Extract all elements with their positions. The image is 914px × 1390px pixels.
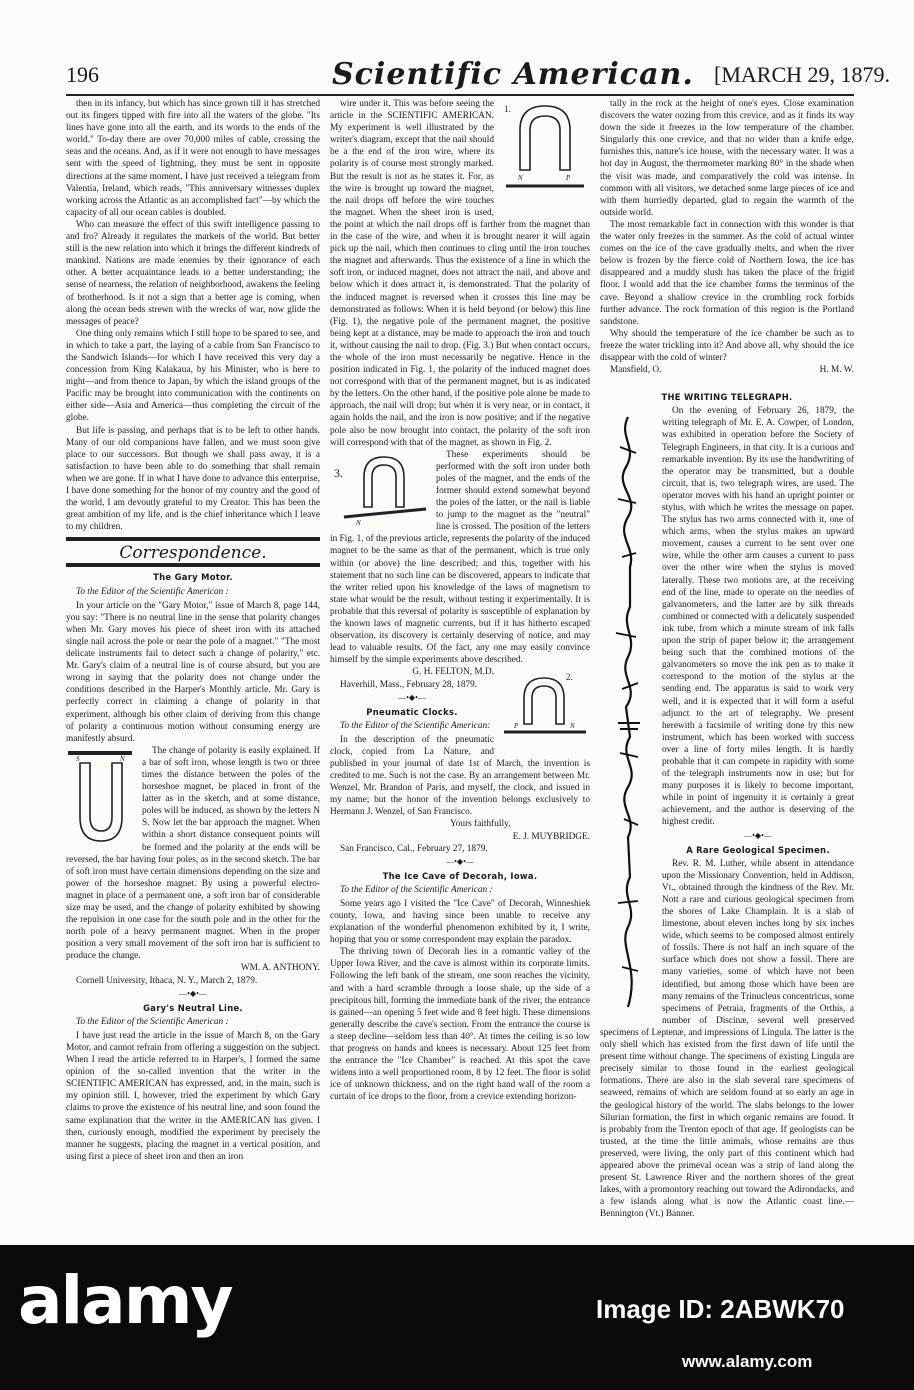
figure-3-magnet — [330, 451, 430, 531]
article-heading: The Ice Cave of Decorah, Iowa. — [382, 870, 538, 881]
article-heading: THE WRITING TELEGRAPH. — [661, 392, 793, 403]
fig-1-label: 1. — [504, 104, 511, 114]
closing-line: Yours faithfully, — [450, 819, 511, 830]
divider-ornament: —•◆•— — [179, 988, 207, 998]
paragraph: Who can measure the effect of this swift intelligence passing to and fro? Already it regulates the markets of the world. But better still is the new relation into which it brings the different kindreds of mankind. Nations are made enemies by their ignorance of each other. A better acquaintance leads to a better understanding; the sense of nearness, the relation of neighborhood, awakens the feeling of brotherhood. Is it not a sign that a better age is coming, when along the ocean beds strewn with the wrecks of war, now glide the messages of peace? — [66, 219, 320, 327]
paragraph: Rev. R. M. Luther, while absent in attendance upon the Missionary Convention, held in Addison, Vt., obtained through the kindness of the Rev. Mr. Nott a rare and curious geological specimen from the shores of Lake Champlain. It is a slab of limestone, about eleven inches long by six inches wide, which seems to be composed almost entirely of fossils. There is not half an inch square of the surface which does not show a fossil. There are many varieties, some of which have not been identified, but among those which have been are many remains of the Trinucleus concentricus, some specimens of Petraia, fragments of the Orthis, a number of Discinæ, several well preserved specimens of Leptenæ, and impressions of Lingula. The latter is the only shell which has existed from the first dawn of life until the present time without change. The specimens of existing Lingula are precisely similar to those found in the earliest geological formations. There are also in the slab several rare specimens of seaweed, remains of which are seldom found at so early an age in the geological history of the world. The slabs belongs to the lower Silurian formation, the first in which organic remains are found. It is probably from the Trenton epoch of that age. If geologists can be trusted, at the time the little animals, whose remains are thus preserved, were living, the only part of this continent which had appeared above the primeval ocean was a strip of land along the present St. Lawrence River and the northern shores of the great lakes, with a promontory reaching out toward the Adirondacks, and a few islands along what is now the Atlantic coast line.—Bennington (Vt.) Banner. — [600, 858, 854, 1220]
editor-line: To the Editor of the Scientific American : — [76, 586, 229, 597]
svg-text:N: N — [570, 722, 575, 731]
divider-ornament: —•◆•— — [446, 856, 474, 866]
paragraph: These experiments should be performed with the soft iron under both poles of the magnet, and the ends of the former should extend somewhat beyond the poles of the latter, or the nail is liable to jump to the magnet as the "neutral" line is crossed. The position of the letters in Fig. 1, of the previous article, represents the polarity of the induced magnet to be the same as that of the permanent, which is true only within (or above) the line described; and this, together with his statement that no such line can be discovered, appears to indicate that the writer relied upon his knowledge of the laws of magnetism to state what would be the result, without testing it experimentally. It is probable that this reversal of polarity is susceptible of explanation by the known laws of magnetic currents, but if it has hitherto escaped observation, its discovery is certainly deserving of notice, and may lead to valuable results. Of the fact, any one may easily convince himself by the simple experiments above described. — [330, 449, 590, 666]
article-heading: Pneumatic Clocks. — [366, 706, 458, 717]
column-2 — [330, 98, 590, 1104]
paragraph: The most remarkable fact in connection with this wonder is that the water only freezes in the summer. As the cold of actual winter comes on the ice of the cave gradually melts, and when the river below is frozen by the fierce cold of Northern Iowa, the ice has disappeared and a muddy slush has taken the place of the frigid floor. I would add that the ice chamber forms the terminus of the cave. Beyond a shallow crevice in the crumbling rock forbids further advance. The rock formation of this region is the Portland sandstone. — [600, 219, 854, 327]
paragraph: The thriving town of Decorah lies in a romantic valley of the Upper Iowa River, and the cave is almost within its corporate limits. Following the left bank of the stream, one soon reaches the vicinity, and with a hard scramble through a loose shale, up the side of a precipitous hill, forming the immediate bank of the river, the entrance is gained—an opening 5 feet wide and 8 feet high. These dimensions generally describe the cave's section. From the entrance the course is a steep decline—seldom less than 40°. At times the ceiling is so low that progress on hands and knees is necessary. About 125 feet from the entrance the "Ice Chamber" is reached. At this spot the cave widens into a well proportioned room, 8 by 12 feet. The floor is solid ice of unknown thickness, and on the right hand wall of the room a curtain of ice drops to the floor, from a crevice extending horizon- — [330, 947, 590, 1103]
paragraph: then in its infancy, but which has since grown till it has stretched out its fingers tipped with fire into all the waters of the globe. "Its lines have gone into all the earth, and its words to the ends of the world." To-day there are over 70,000 miles of cable, crossing the seas and the oceans. And, as if it were not enough to have messages sent with the speed of lightning, they must be sent in opposite directions at the same moment. I have just received a telegram from Valentia, Ireland, which reads, "This anniversary witnesses duplex working across the Atlantic as an accomplished fact"—by which the capacity of all our ocean cables is doubled. — [66, 99, 320, 218]
editor-line: To the Editor of the Scientific American : — [340, 884, 493, 895]
svg-text:P: P — [566, 174, 571, 182]
handwriting-facsimile-image — [600, 407, 656, 1017]
masthead: Scientific American. — [332, 57, 694, 92]
signature: E. J. MUYBRIDGE. — [512, 831, 590, 842]
article-heading: Gary's Neutral Line. — [143, 1002, 243, 1013]
signature: H. M. W. — [819, 365, 854, 376]
header-rule — [66, 94, 854, 96]
paragraph: In the description of the pneumatic clock, copied from La Nature, and published in your journal of date 1st of March, the invention is credited to me. Such is not the case. By an arrangement between Mr. Wenzel, Mr. Brandon of Paris, and myself, the clock, and issued in my name; but the honor of the invention belongs exclusively to Hermann J. Wenzel, of San Francisco. — [330, 734, 590, 818]
page-number: 196 — [66, 62, 99, 87]
column-1 — [66, 98, 320, 1163]
section-rule — [66, 563, 320, 567]
svg-text:N: N — [120, 754, 125, 763]
signature: WM. A. ANTHONY. — [240, 963, 320, 974]
divider-ornament: —•◆•— — [744, 830, 772, 840]
alamy-logo: alamy — [18, 1262, 232, 1339]
place: Mansfield, O. — [610, 365, 662, 376]
figure-2-magnet — [500, 668, 590, 748]
svg-text:S: S — [76, 754, 80, 763]
svg-text:N: N — [356, 518, 361, 527]
editor-line: To the Editor of the Scientific American: — [340, 720, 491, 731]
signature: G. H. FELTON, M.D. — [412, 667, 494, 678]
divider-ornament: —•◆•— — [398, 692, 426, 702]
paragraph: But life is passing, and perhaps that is to be left to other hands. Many of our old companions have fallen, and we must soon give place to our successors. But though we shall pass away, it is a satisfaction to have been able to do something that shall remain when we are gone. If in what I have done to advance this enterprise, I have done something for the honor of my country and the good of the world, I am devoutly grateful to my Creator. This has been the great ambition of my life, and is the chief inheritance which I leave to my children. — [66, 425, 320, 533]
svg-text:P: P — [514, 722, 519, 731]
editor-line: To the Editor of the Scientific American : — [76, 1016, 229, 1027]
article-heading: A Rare Geological Specimen. — [686, 844, 830, 855]
article-heading: The Gary Motor. — [153, 572, 233, 583]
paragraph: tally in the rock at the height of one's eyes. Close examination discovers the water oozing from this crevice, and as it finds its way down the side it freezes in the low temperature of the chamber. Singularly this one crevice, and that no wider than a knife edge, furnishes this, nature's ice house, with the necessary water. It was a hot day in August, the thermometer marking 80° in the shade when the visit was made, and comparatively the cold was intense. In common with all visitors, we detached some large pieces of ice and with them hurriedly departed, glad to regain the warmth of the outside world. — [600, 99, 854, 218]
fig-3-label: 3. — [334, 465, 343, 480]
paragraph: On the evening of February 26, 1879, the writing telegraph of Mr. E. A. Cowper, of London, was exhibited in operation before the Society of Telegraph Engineers, in that city. It is a curious and remarkable invention. By its use the handwriting of the operator may be transmitted, but a double circuit, that is, two telegraph wires, are used. The operator moves with his hand an upright pointer or stylus, with which he writes the message on paper. The stylus has two arms connected with it, one of which arms, when the stylus makes an upward movement, causes a current to be sent over one wire, while the other arm causes a current to pass over the other wire when the stylus is moved laterally. These two motions are, at the receiving end of the line, made to operate on the needles of galvanometers, and the latter are by silk threads combined or connected with a delicately suspended ink tube, from which a minute stream of ink falls upon the strip of paper below it; the arrangement being such that the combined motions of the galvanometers so move the ink pen as to make it correspond to the motion of the stylus at the sending end. The apparatus is said to work very well, and it is expected that it will form a useful adjunct to the art of telegraphy. We present herewith a facsimile of writing done by this new instrument, which has been worked with success over a line of forty miles length. It is hardly probable that it can compete in rapidity with some of the telegraph instruments now in use; but for many purposes it is likely to become important, while in point of ingenuity it is certainly a great achievement, and the author is deserving of the highest credit. — [662, 406, 854, 828]
paragraph: In your article on the "Gary Motor," issue of March 8, page 144, you say: "There is no neutral line in the sense that polarity changes when Mr. Gary moves his piece of sheet iron with its attached single nail across the pole or near the pole of a magnet." "The most delicate instruments fail to detect such a change of polarity," etc. Mr. Gary's claim of a neutral line is of course absurd, but you are wrong in saying that the polarity does not change under the conditions described in the Harper's Monthly article. Mr. Gary is perfectly correct in claiming a change of polarity in that experiment, although his other claim of deriving from this change of polarity a continuous motion without consuming energy are manifestly absurd. — [66, 600, 320, 744]
paragraph: One thing only remains which I still hope to be spared to see, and in which to take a part, the laying of a cable from San Francisco to the Sandwich Islands—for which I have received this very day a concession from King Kalakaua, by his Minister, who is here to night—and from thence to Japan, by which the island groups of the Pacific may be brought into communication with the continents on either side—Asia and America—thus completing the circuit of the globe. — [66, 328, 320, 424]
horseshoe-magnet-figure — [66, 747, 136, 847]
paragraph: Why should the temperature of the ice chamber be such as to freeze the water trickling into it? And above all, why should the ice disappear with the cold of winter? — [600, 328, 854, 363]
dateline: Haverhill, Mass., February 28, 1879. — [340, 679, 478, 690]
image-id-text: Image ID: 2ABWK70 — [596, 1294, 845, 1324]
fig-2-label: 2. — [566, 672, 573, 683]
paragraph: Some years ago I visited the "Ice Cave" of Decorah, Winneshiek county, Iowa, and having since been unable to receive any explanation of the wonderful phenomenon exhibited by it, I write, hoping that you or some correspondent may explain the paradox. — [330, 898, 590, 946]
section-rule — [66, 537, 320, 541]
figure-1-magnet — [500, 100, 590, 210]
dateline: San Francisco, Cal., February 27, 1879. — [340, 843, 488, 854]
issue-date: [MARCH 29, 1879. — [714, 62, 891, 87]
paragraph: I have just read the article in the issue of March 8, on the Gary Motor, and cannot refrain from offering a suggestion on the subject. When I read the article referred to in Harper's, I formed the same opinion of the so-called invention that the writer in the SCIENTIFIC AMERICAN has expressed, and, in the main, such is my opinion still. I, however, tried the experiment by which Gary claims to prove the existence of his neutral line, and soon found the same explanation that the writer in the AMERICAN has given. I then, curiously enough, modified the experiment by precisely the manner he suggests, placing the magnet in a vertical position, and using first a piece of sheet iron and then an iron — [66, 1030, 320, 1162]
dateline: Cornell University, Ithaca, N. Y., March 2, 1879. — [76, 975, 258, 986]
divider-ornament — [600, 379, 854, 387]
column-3 — [600, 98, 854, 1220]
section-heading: Correspondence. — [119, 543, 267, 564]
paragraph: The change of polarity is easily explained. If a bar of soft iron, whose length is two or three times the distance between the poles of the horseshoe magnet, be placed in front of the latter as in the sketch, and at some distance, poles will be induced, as shown by the letters N S. Now let the bar approach the magnet. When within a short distance consequent points will be formed and the polarity at the ends will be reversed, the bar having four poles, as in the second sketch. The bar of soft iron must have certain dimensions depending on the size and power of the horseshoe magnet. By using a powerful electro-magnet in place of a permanent one, a soft iron bar of considerable size may be used, and the change of polarity exhibited by showing the repulsion in one case for the south pole and in the other for the north pole of a heavy permanent magnet. When in the proper position a very small movement of the soft iron bar is sufficient to produce the change. — [66, 745, 320, 962]
paragraph: wire under it. This was before seeing the article in the SCIENTIFIC AMERICAN. My experiment is well illustrated by the writer's diagram, except that the nail should be a the end of the iron wire, where its polarity is of course most strongly marked. But the result is not as he states it. For, as the wire is brought up toward the magnet, the nail drops off before the wire touches the magnet. When the sheet iron is used, the point at which the nail drops off is farther from the magnet than in the case of the wire, and when it is brought nearer it will again pick up the nail, which then continues to cling until the iron touches the magnet and afterwards. Thus the existence of a line in which the soft iron, or induced magnet, does not attract the nail, and above and below which it does attract it, is demonstrated. That the polarity of the induced magnet is reversed when it crosses this line may be demonstrated as follows: When it is held beyond (or below) this line (Fig. 1), the negative pole of the permanent magnet, the positive being kept at a distance, may be made to approach the iron and touch it, without causing the nail to drop. (Fig. 3.) But when contact occurs, the whole of the iron must necessarily be negative. Hence in the position indicated in Fig. 1, the polarity of the induced magnet does not correspond with that of the permanent magnet, but is as indicated by the letters. On the other hand, if the positive pole alone be made to approach, the nail will drop; but when it is very near, or in contact, it again holds the nail, and the iron is now positive; and if the negative pole also be now brought into contact, the polarity of the soft iron will correspond with that of the magnet, as shown in Fig. 2. — [330, 99, 590, 448]
svg-text:N: N — [518, 174, 523, 182]
dateline — [600, 364, 854, 376]
site-url: www.alamy.com — [682, 1352, 813, 1371]
